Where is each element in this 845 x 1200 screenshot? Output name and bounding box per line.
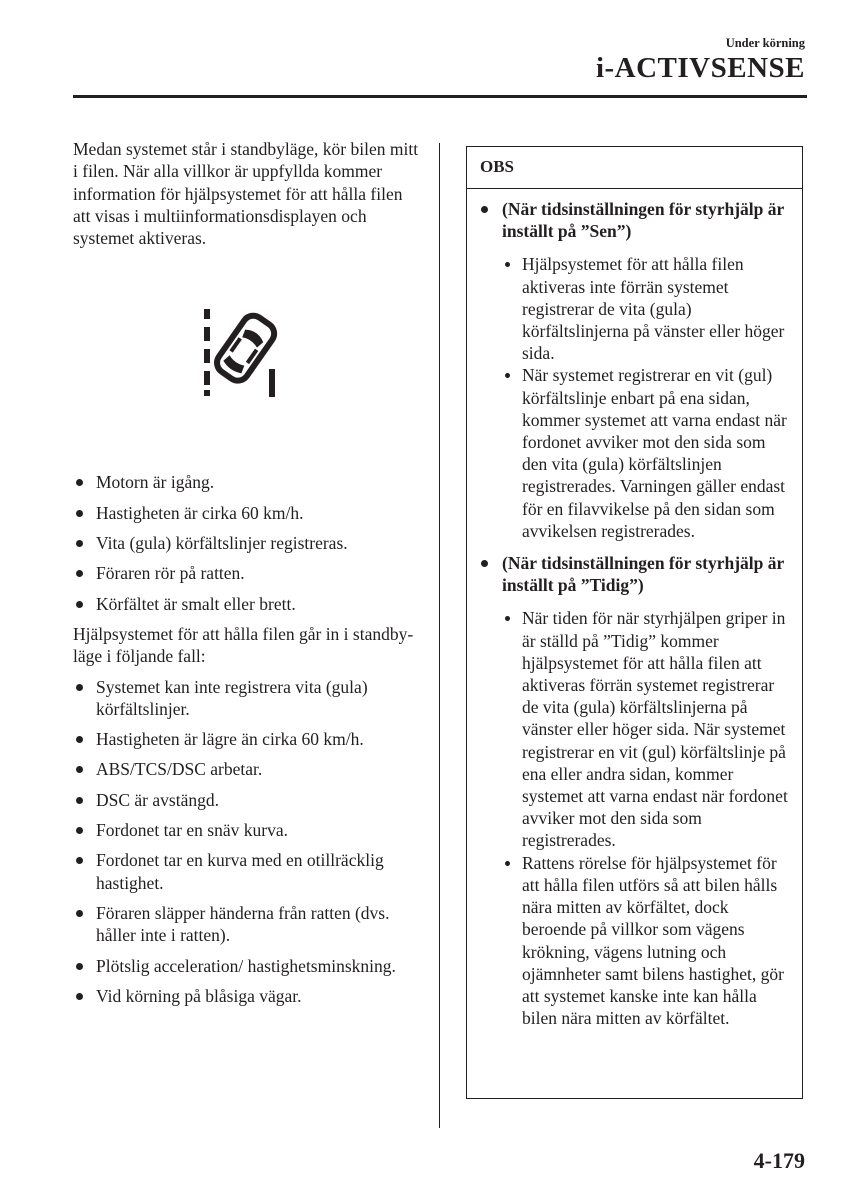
page-number: 4-179 (753, 1148, 805, 1173)
list-item: Motorn är igång. (73, 471, 423, 493)
header-rule (73, 95, 807, 98)
list-item: Hastigheten är lägre än cirka 60 km/h. (73, 728, 423, 750)
list-item: ABS/TCS/DSC arbetar. (73, 758, 423, 780)
active-conditions-list (73, 471, 423, 614)
obs-sub-item: Hjälpsystemet för att hålla filen aktiveras inte förrän systemet registrerar de vita (gula) körfältslinjerna på vänster eller höger sida. (502, 253, 790, 364)
standby-cases-list (73, 676, 423, 1008)
obs-group-late (477, 198, 790, 542)
page-title: i-ACTIVSENSE (595, 52, 805, 84)
list-item: Systemet kan inte registrera vita (gula) körfältslinjer. (73, 676, 423, 721)
list-item: Plötslig acceleration/ hastighetsminskning. (73, 955, 423, 977)
lane-keep-assist-icon (201, 307, 283, 399)
obs-sub-item: När tiden för när styrhjälpen griper in är ställd på ”Tidig” kommer hjälpsystemet för att hålla filen att aktiveras förrän systemet registrerar de vita (gula) körfältslinjerna på vänster eller höger sida. När systemet registrerar en vit (gul) körfältslinje på ena eller andra sidan, kommer systemet att varna endast när fordonet avviker mot den sida som registrerades. (502, 607, 790, 851)
list-item: Vid körning på blåsiga vägar. (73, 985, 423, 1007)
list-item: Fordonet tar en snäv kurva. (73, 819, 423, 841)
list-item: Hastigheten är cirka 60 km/h. (73, 502, 423, 524)
left-column (73, 138, 423, 1015)
intro-paragraph: Medan systemet står i standbyläge, kör bilen mitt i filen. När alla villkor är uppfyllda kommer information för hjälpsystemet för att hålla filen att visas i multiinformationsdisplayen och systemet aktiveras. (73, 139, 419, 249)
section-label: Under körning (725, 36, 805, 50)
obs-heading: OBS (467, 147, 802, 189)
obs-group-title: (När tidsinställningen för styrhjälp är inställt på ”Tidig”) (502, 553, 784, 596)
list-item: Föraren rör på ratten. (73, 562, 423, 584)
list-item: DSC är avstängd. (73, 789, 423, 811)
list-item: Körfältet är smalt eller brett. (73, 593, 423, 615)
obs-body (467, 189, 802, 1029)
obs-group-early (477, 552, 790, 1029)
obs-sub-item: När systemet registrerar en vit (gul) körfältslinje enbart på ena sidan, kommer systemet att varna endast när fordonet avviker mot den sida som den vita (gula) körfältslinjen registrerades. Varningen gäller endast för en filavvikelse på den sidan som avvikelsen registrerades. (502, 364, 790, 542)
column-divider (439, 143, 440, 1128)
standby-intro: Hjälpsystemet för att hålla filen går in i standby-läge i följande fall: (73, 623, 414, 667)
list-item: Vita (gula) körfältslinjer registreras. (73, 532, 423, 554)
obs-note-box (466, 146, 803, 1099)
obs-group-title: (När tidsinställningen för styrhjälp är inställt på ”Sen”) (502, 199, 784, 242)
list-item: Fordonet tar en kurva med en otillräcklig hastighet. (73, 849, 423, 894)
obs-sub-item: Rattens rörelse för hjälpsystemet för att hålla filen utförs så att bilen hålls nära mitten av körfältet, dock beroende på villkor som vägens krökning, vägens lutning och ojämnheter samt bilens hastighet, gör att systemet kanske inte kan hålla bilen nära mitten av körfältet. (502, 852, 790, 1030)
list-item: Föraren släpper händerna från ratten (dvs. håller inte i ratten). (73, 902, 423, 947)
